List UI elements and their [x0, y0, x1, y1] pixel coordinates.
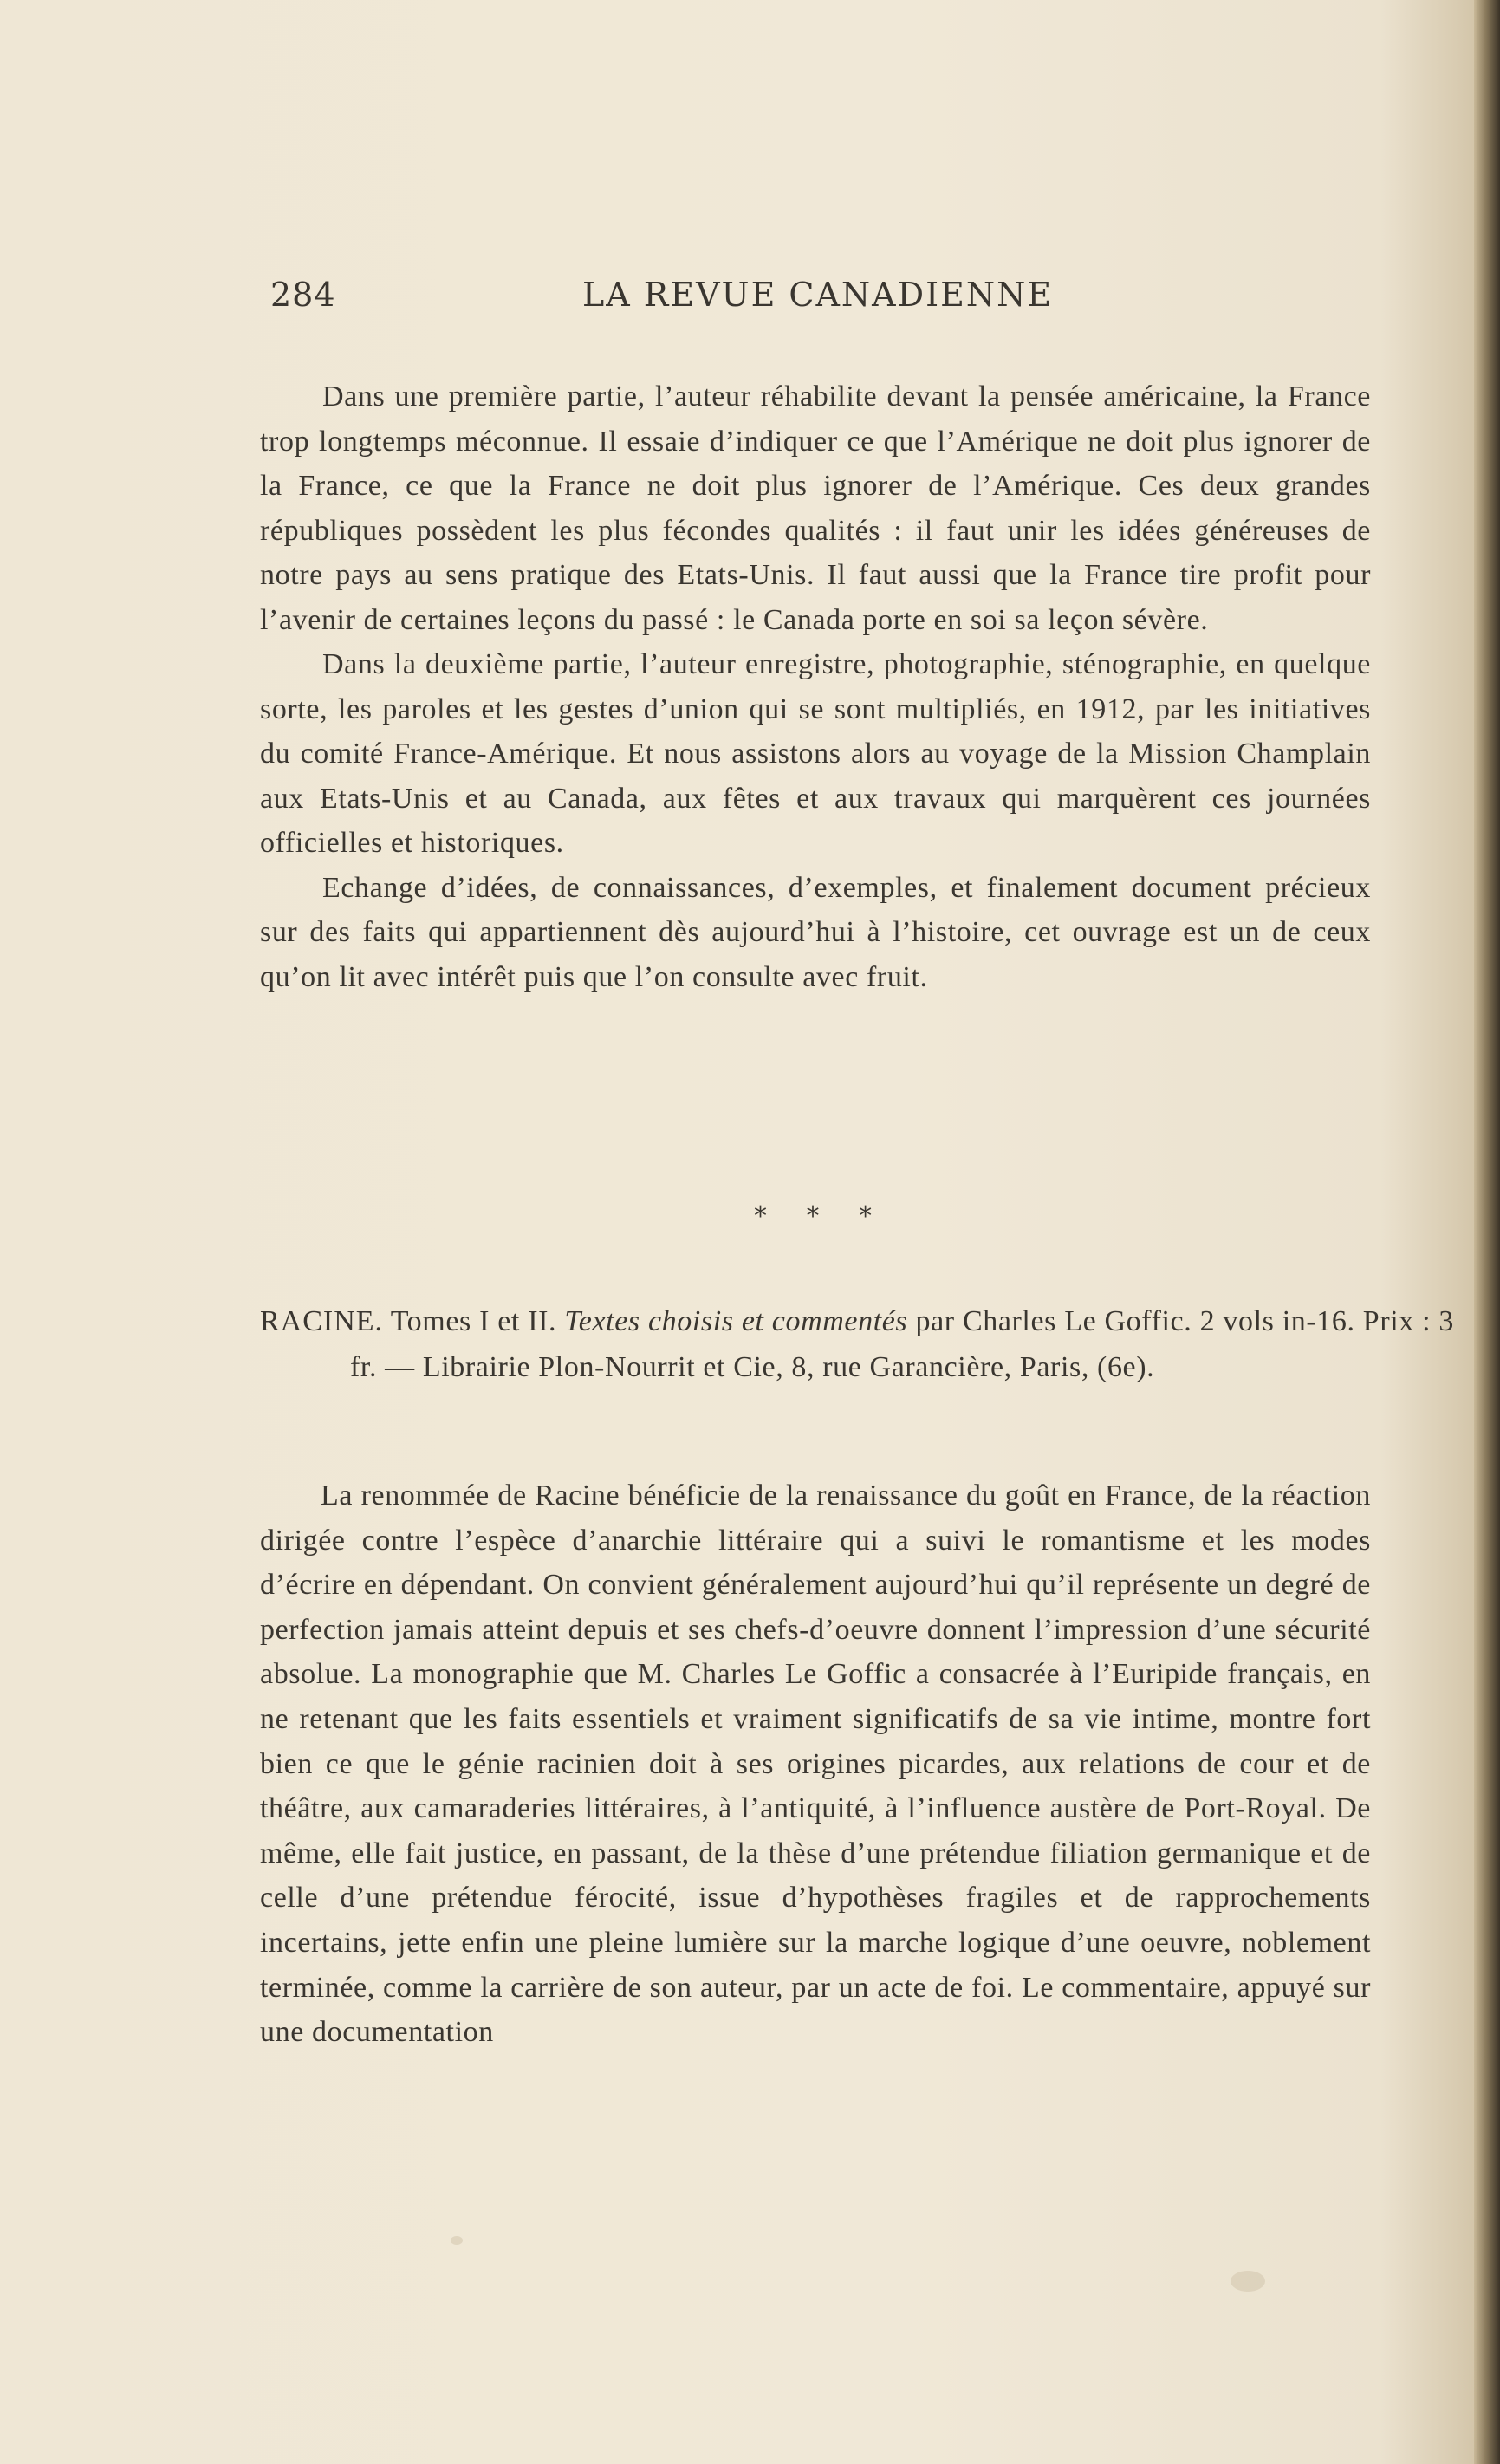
paper-stain — [1231, 2271, 1265, 2292]
paper-stain — [451, 2236, 463, 2245]
section-separator: * * * — [754, 1201, 888, 1232]
paragraph: La renommée de Racine bénéficie de la renaissance du goût en France, de la réaction dirigée contre l’espèce d’anarchie littéraire qui a suivi le romantisme et les modes d’écrire en dépendant. On convient généralement aujourd’hui qu’il représente un degré de perfection jamais atteint depuis et ses chefs-d’oeuvre donnent l’impression d’une sécurité absolue. La monographie que M. Charles Le Goffic a consacrée à l’Euripide français, en ne retenant que les faits essentiels et vraiment significatifs de sa vie intime, montre fort bien ce que le génie racinien doit à ses origines picardes, aux relations de cour et de théâtre, aux camaraderies littéraires, à l’antiquité, à l’influence austère de Port-Royal. De même, elle fait justice, en passant, de la thèse d’une prétendue filiation germanique et de celle d’une prétendue férocité, issue d’hypothèses fragiles et de rapprochements incertains, jette enfin une pleine lumière sur la marche logique d’une oeuvre, noblement terminée, comme la carrière de son auteur, par un acte de foi. Le commentaire, appuyé sur une documentation — [260, 1479, 1371, 2049]
book-citation — [260, 1298, 1454, 1390]
citation-details: par Charles Le Goffic. 2 vols in-16. Prix : 3 fr. — Librairie Plon-Nourrit et Cie, 8, rue Garancière, Paris, (6e). — [350, 1305, 1454, 1383]
paragraph: Dans une première partie, l’auteur réhabilite devant la pensée américaine, la France trop longtemps méconnue. Il essaie d’indiquer ce que l’Amérique ne doit plus ignorer de la France, ce que la France ne doit plus ignorer de l’Amérique. Ces deux grandes républiques possèdent les plus fécondes qualités : il faut unir les idées généreuses de notre pays au sens pratique des Etats-Unis. Il faut aussi que la France tire profit pour l’avenir de certaines leçons du passé : le Canada porte en soi sa leçon sévère. — [260, 380, 1371, 636]
review-body — [260, 1473, 1371, 2055]
page-header — [270, 276, 1364, 328]
book-spine-shadow — [1474, 0, 1500, 2464]
page-number: 284 — [270, 276, 336, 314]
running-title: LA REVUE CANADIENNE — [582, 276, 1054, 314]
citation-volumes: Tomes I et II. — [390, 1305, 557, 1337]
citation-title: Textes choisis et commentés — [564, 1305, 908, 1337]
paragraph: Echange d’idées, de connaissances, d’exemples, et finalement document précieux sur des faits qui appartiennent dès aujourd’hui à l’histoire, cet ouvrage est un de ceux qu’on lit avec intérêt puis que l’on consulte avec fruit. — [260, 871, 1371, 993]
citation-author: RACINE. — [260, 1305, 384, 1337]
article-body — [260, 374, 1371, 999]
paragraph: Dans la deuxième partie, l’auteur enregistre, photographie, sténographie, en quelque sorte, les paroles et les gestes d’union qui se sont multipliés, en 1912, par les initiatives du comité France-Amérique. Et nous assistons alors au voyage de la Mission Champlain aux Etats-Unis et au Canada, aux fêtes et aux travaux qui marquèrent ces journées officielles et historiques. — [260, 648, 1371, 859]
